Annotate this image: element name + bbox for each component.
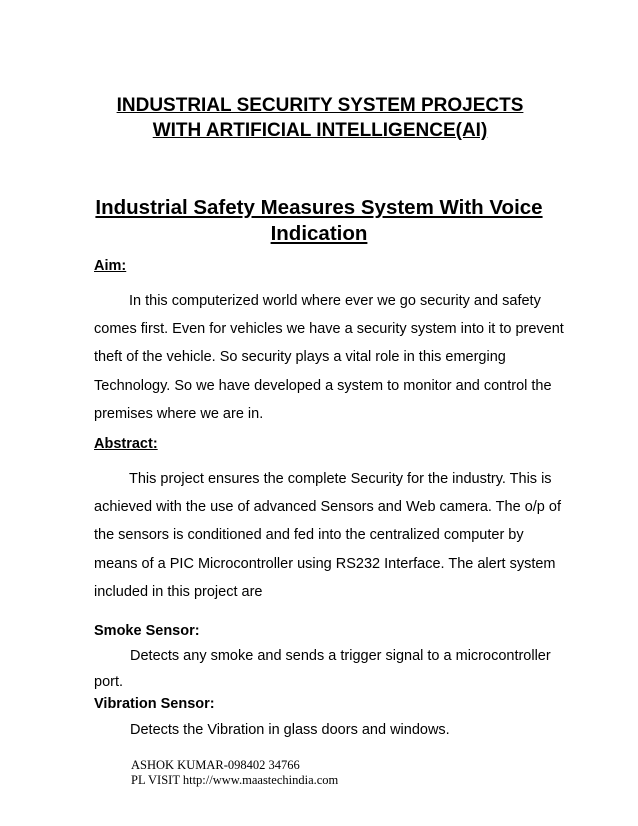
footer-website: PL VISIT http://www.maastechindia.com [131,773,339,787]
smoke-sensor-heading: Smoke Sensor: [94,623,200,639]
aim-paragraph: In this computerized world where ever we go security and safety comes first. Even for vehicles we have a security system into it to prevent theft of the vehicle. So security plays a vital role in this emerging Technology. So we have developed a system to monitor and control the premises where we are in. [94,293,564,422]
abstract-heading: Abstract: [94,436,158,452]
document-subtitle: Industrial Safety Measures System With Voice Indication [95,196,543,245]
aim-heading: Aim: [94,258,127,274]
vibration-sensor-heading: Vibration Sensor: [94,696,215,712]
abstract-paragraph: This project ensures the complete Security for the industry. This is achieved with the use of advanced Sensors and Web camera. The o/p of the sensors is conditioned and fed into the centralized computer by means of a PIC Microcontroller using RS232 Interface. The alert system included in this project are [94,471,561,600]
footer-contact: ASHOK KUMAR-098402 34766 [131,758,300,772]
smoke-sensor-description: Detects any smoke and sends a trigger signal to a microcontroller port. [94,648,551,690]
document-title: INDUSTRIAL SECURITY SYSTEM PROJECTS WITH ARTIFICIAL INTELLIGENCE(AI) [116,95,524,141]
vibration-sensor-description: Detects the Vibration in glass doors and windows. [130,722,450,738]
page-footer [131,758,338,788]
